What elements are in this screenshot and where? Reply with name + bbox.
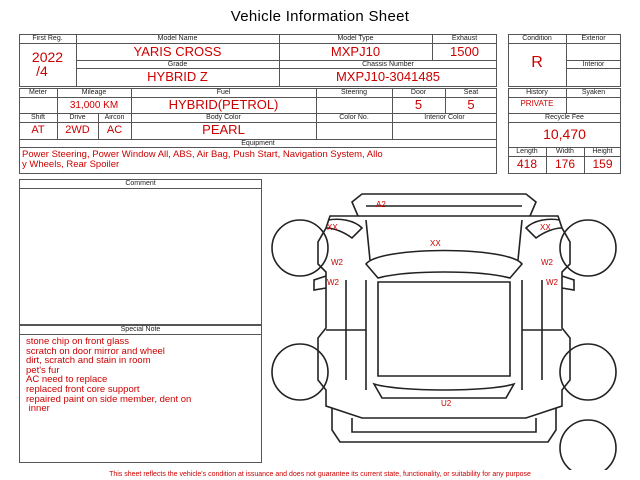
damage-mark-hood: XX	[430, 239, 441, 248]
damage-mark-left-front: XX	[327, 223, 338, 232]
special-note-item: scratch on door mirror and wheel	[26, 345, 165, 357]
height-label: Height	[592, 148, 613, 155]
meter-label: Meter	[29, 89, 47, 96]
mileage-value: 31,000 KM	[69, 100, 119, 111]
height-value: 159	[592, 157, 613, 171]
aircon-value: AC	[106, 124, 123, 136]
damage-mark-rear: U2	[441, 399, 452, 408]
rear-right-wheel-icon	[560, 344, 616, 400]
door-label: Door	[410, 89, 427, 96]
model-name-value: YARIS CROSS	[133, 44, 222, 59]
first-reg-month: /4	[36, 63, 48, 79]
model-type-label: Model Type	[337, 35, 374, 42]
car-damage-diagram	[270, 180, 630, 470]
damage-mark-left-mirror: W2	[331, 258, 343, 267]
windshield-icon	[366, 251, 522, 279]
mileage-label: Mileage	[81, 89, 107, 96]
fuel-value: HYBRID(PETROL)	[168, 97, 279, 112]
fuel-label: Fuel	[216, 89, 231, 96]
exhaust-value: 1500	[450, 44, 479, 59]
aircon-label: Aircon	[104, 114, 125, 121]
history-value: PRIVATE	[520, 99, 554, 108]
chassis-label: Chassis Number	[362, 61, 414, 68]
length-label: Length	[516, 148, 538, 155]
first-reg-label: First Reg.	[32, 35, 63, 42]
spare-wheel-icon	[560, 420, 616, 470]
width-label: Width	[556, 148, 574, 155]
rear-bumper-icon	[332, 408, 556, 442]
interior-label: Interior	[582, 61, 605, 68]
roof-icon	[378, 282, 510, 376]
car-body-outline	[318, 216, 570, 418]
exterior-label: Exterior	[581, 35, 606, 42]
special-note-list	[26, 337, 191, 414]
grade-value: HYBRID Z	[147, 69, 208, 84]
damage-mark-right-mirror: W2	[541, 258, 553, 267]
history-label: History	[526, 89, 548, 96]
rear-window-icon	[374, 384, 514, 398]
front-left-wheel-icon	[272, 220, 328, 276]
rear-left-wheel-icon	[272, 344, 328, 400]
shift-label: Shift	[30, 114, 45, 121]
length-value: 418	[516, 157, 538, 171]
equipment-line-2: y Wheels, Rear Spoiler	[22, 159, 120, 170]
special-note-item: repaired paint on side member, dent on	[26, 393, 192, 405]
width-value: 176	[554, 157, 576, 171]
shift-value: AT	[31, 124, 45, 136]
special-note-item: dirt, scratch and stain in room	[26, 355, 151, 367]
interior-color-label: Interior Color	[424, 114, 465, 121]
sheet-title: Vehicle Information Sheet	[230, 8, 410, 25]
special-note-item: stone chip on front glass	[26, 336, 129, 347]
body-color-label: Body Color	[206, 114, 241, 121]
steering-label: Steering	[340, 89, 368, 96]
special-note-label: Special Note	[120, 326, 161, 333]
footer-disclaimer: This sheet reflects the vehicle's condition at issuance and does not guarantee its current state, functionality, or suitability for any purpose	[109, 471, 531, 478]
recycle-fee-value: 10,470	[543, 126, 586, 142]
damage-mark-right-door: W2	[546, 278, 558, 287]
condition-label: Condition	[522, 35, 552, 42]
equipment-label: Equipment	[241, 140, 275, 147]
model-type-value: MXPJ10	[330, 44, 381, 59]
special-note-item: pet's fur	[26, 364, 60, 376]
equipment-line-1: Power Steering, Power Window All, ABS, Air Bag, Push Start, Navigation System, Allo	[22, 149, 383, 160]
damage-mark-left-door: W2	[327, 278, 339, 287]
special-note-item: AC need to replace	[26, 374, 108, 386]
syaken-label: Syaken	[581, 89, 606, 96]
model-name-label: Model Name	[157, 35, 198, 42]
damage-mark-front: A2	[376, 200, 386, 209]
body-color-value: PEARL	[202, 122, 245, 137]
exhaust-label: Exhaust	[451, 35, 478, 42]
chassis-value: MXPJ10-3041485	[335, 69, 441, 84]
comment-label: Comment	[125, 180, 156, 187]
color-no-label: Color No.	[339, 114, 369, 121]
seat-value: 5	[467, 97, 475, 112]
seat-label: Seat	[463, 89, 479, 96]
first-reg-year: 2022	[31, 49, 64, 65]
comment-box	[19, 179, 262, 325]
grade-label: Grade	[167, 61, 188, 68]
condition-grade: R	[531, 54, 543, 71]
door-value: 5	[414, 97, 423, 112]
drive-value: 2WD	[65, 124, 90, 136]
special-note-item: inner	[26, 403, 50, 415]
front-right-wheel-icon	[560, 220, 616, 276]
damage-mark-right-front: XX	[540, 223, 551, 232]
recycle-fee-label: Recycle Fee	[545, 114, 584, 121]
drive-label: Drive	[69, 114, 86, 121]
special-note-item: replaced front core support	[26, 383, 140, 395]
